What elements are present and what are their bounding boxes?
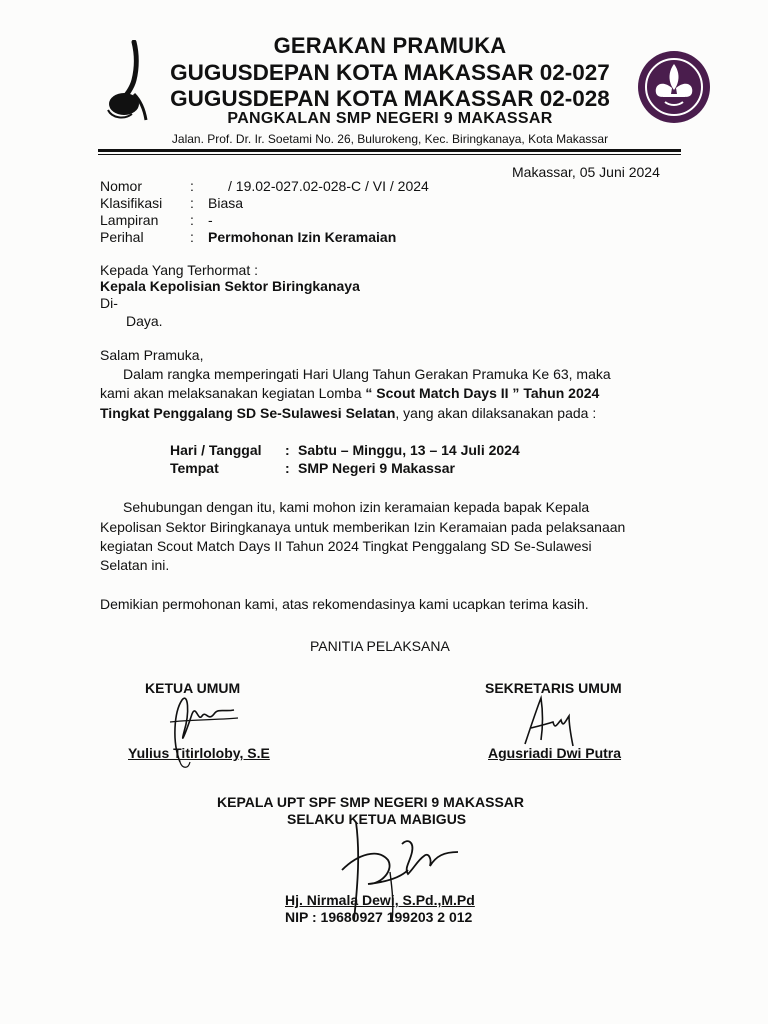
right-signatory-name: Agusriadi Dwi Putra <box>488 745 622 761</box>
para2-line2: Kepolisan Sektor Biringkanaya untuk memberikan Izin Keramaian pada pelaksanaan <box>100 519 626 535</box>
org-address: Jalan. Prof. Dr. Ir. Soetami No. 26, Bulurokeng, Kec. Biringkanaya, Kota Makassar <box>171 132 609 146</box>
org-line-4: PANGKALAN SMP NEGERI 9 MAKASSAR <box>227 110 553 127</box>
event-day-value: Sabtu – Minggu, 13 – 14 Juli 2024 <box>298 442 520 458</box>
event-name: “ Scout Match Days II ” Tahun 2024 <box>365 385 600 401</box>
recipient-name: Kepala Kepolisian Sektor Biringkanaya <box>100 278 360 294</box>
event-day-label: Hari / Tanggal <box>170 442 262 458</box>
closing-sentence: Demikian permohonan kami, atas rekomendasinya kami ucapkan terima kasih. <box>100 596 589 612</box>
letterhead-divider-thick <box>98 149 681 152</box>
meta-sep: : <box>190 195 194 211</box>
event-place-value: SMP Negeri 9 Makassar <box>298 460 455 476</box>
committee-label: PANITIA PELAKSANA <box>310 638 450 654</box>
org-line-3: GUGUSDEPAN KOTA MAKASSAR 02-028 <box>170 86 610 111</box>
para1-line2 <box>100 385 599 401</box>
left-signatory-title: KETUA UMUM <box>145 680 241 696</box>
meta-value: / 19.02-027.02-028-C / VI / 2024 <box>228 178 429 194</box>
letterhead-divider-thin <box>98 154 681 155</box>
org-line-1: GERAKAN PRAMUKA <box>273 33 507 58</box>
head-title-1: KEPALA UPT SPF SMP NEGERI 9 MAKASSAR <box>217 794 525 810</box>
head-title-2: SELAKU KETUA MABIGUS <box>287 811 467 827</box>
event-scope: Tingkat Penggalang SD Se-Sulawesi Selatan <box>100 405 396 421</box>
recipient-place: Daya. <box>126 313 163 329</box>
subject-value: Permohonan Izin Keramaian <box>208 229 397 245</box>
para1-line3 <box>100 405 596 421</box>
meta-sep: : <box>190 212 194 228</box>
para1-line2-text: kami akan melaksanakan kegiatan Lomba <box>100 385 366 401</box>
event-day-sep: : <box>285 442 290 458</box>
signature-right <box>515 692 585 752</box>
meta-label: Klasifikasi <box>100 195 163 211</box>
para1-line3-text: , yang akan dilaksanakan pada : <box>395 405 597 421</box>
greeting: Salam Pramuka, <box>100 347 204 363</box>
head-signatory-name: Hj. Nirmala Dewi, S.Pd.,M.Pd <box>285 892 475 908</box>
recipient-salutation: Kepada Yang Terhormat : <box>100 262 258 278</box>
meta-label: Lampiran <box>100 212 159 228</box>
meta-label: Perihal <box>100 229 144 245</box>
event-place-label: Tempat <box>170 460 219 476</box>
meta-value: - <box>208 212 213 228</box>
head-signatory-nip: NIP : 19680927 199203 2 012 <box>285 909 473 925</box>
event-place-sep: : <box>285 460 290 476</box>
meta-label: Nomor <box>100 178 143 194</box>
org-line-2: GUGUSDEPAN KOTA MAKASSAR 02-027 <box>170 60 610 85</box>
para1-line1: Dalam rangka memperingati Hari Ulang Tahun Gerakan Pramuka Ke 63, maka <box>123 366 611 382</box>
meta-sep: : <box>190 229 194 245</box>
para2-line1: Sehubungan dengan itu, kami mohon izin keramaian kepada bapak Kepala <box>123 499 590 515</box>
left-signatory-name: Yulius Titirloloby, S.E <box>128 745 270 761</box>
right-signatory-title: SEKRETARIS UMUM <box>485 680 622 696</box>
letter-date: Makassar, 05 Juni 2024 <box>512 164 660 180</box>
meta-value: Biasa <box>208 195 244 211</box>
para2-line3: kegiatan Scout Match Days II Tahun 2024 Tingkat Penggalang SD Se-Sulawesi <box>100 538 592 554</box>
meta-sep: : <box>190 178 194 194</box>
para2-line4: Selatan ini. <box>100 557 170 573</box>
recipient-di: Di- <box>100 295 118 311</box>
